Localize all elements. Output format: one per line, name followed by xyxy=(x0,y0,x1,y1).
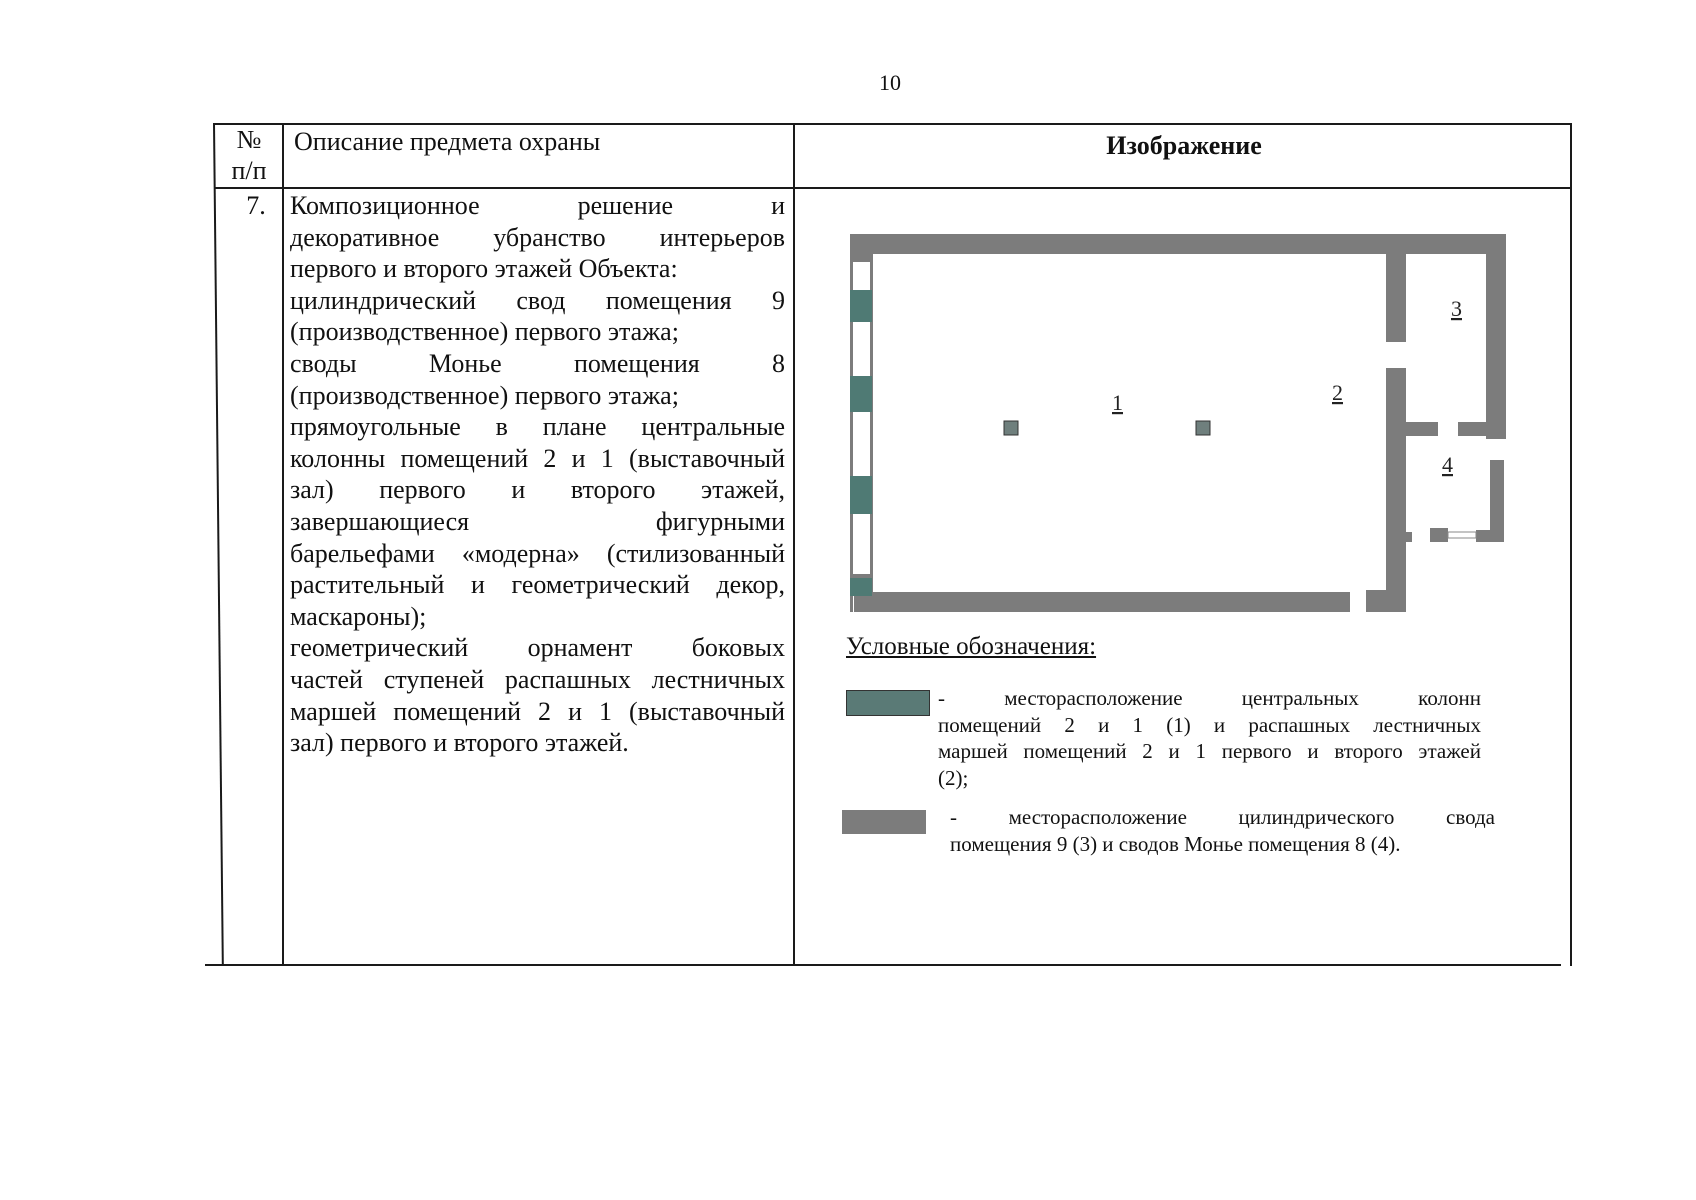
header-number-abbr: п/п xyxy=(231,156,267,185)
central-column xyxy=(1004,421,1018,435)
room-label-1: 1 xyxy=(1112,390,1123,415)
wall-bottom xyxy=(854,592,1350,612)
central-column xyxy=(1196,421,1210,435)
header-number-symbol: № xyxy=(236,125,262,154)
header-image: Изображение xyxy=(1106,131,1262,160)
legend-item-columns xyxy=(938,685,1481,791)
description-line: растительный и геометрический декор, xyxy=(290,570,785,600)
wall-partition-upper xyxy=(1386,252,1406,342)
wall-room4-right xyxy=(1490,460,1504,542)
wall-room3-bottom-left xyxy=(1404,422,1438,436)
legend-swatch-vaults xyxy=(842,810,926,834)
column-marker xyxy=(850,290,872,322)
room-label-3: 3 xyxy=(1451,296,1462,321)
room-label-4: 4 xyxy=(1442,452,1453,477)
wall-room3-bottom-right xyxy=(1458,422,1506,436)
legend-line: - месторасположение центральных колонн xyxy=(938,686,1481,710)
legend-line: маршей помещений 2 и 1 первого и второго этажей xyxy=(938,739,1481,763)
description-line: первого и второго этажей Объекта: xyxy=(290,254,678,284)
description-line: (производственное) первого этажа; xyxy=(290,380,679,410)
column-marker xyxy=(850,476,872,514)
wall-room4-bottom-left xyxy=(1430,528,1448,542)
legend-swatch-columns xyxy=(846,690,930,716)
table-top-border xyxy=(214,123,1572,125)
wall-top xyxy=(854,234,1506,254)
legend-title: Условные обозначения: xyxy=(846,633,1097,660)
wall-right-room3 xyxy=(1486,234,1506,439)
header-number xyxy=(217,124,281,186)
header-description: Описание предмета охраны xyxy=(294,127,601,156)
table-header-divider xyxy=(214,187,1572,189)
description-line: геометрический орнамент боковых xyxy=(290,633,785,663)
description-line: зал) первого и второго этажей, xyxy=(290,475,785,505)
description-line: декоративное убранство интерьеров xyxy=(290,222,785,252)
row-number: 7. xyxy=(246,191,266,220)
room-label-2: 2 xyxy=(1332,380,1343,405)
description-line: колонны помещений 2 и 1 (выставочный xyxy=(290,443,785,473)
description-line: частей ступеней распашных лестничных xyxy=(290,664,785,694)
wall-bottom-right xyxy=(1366,590,1406,612)
description-line: цилиндрический свод помещения 9 xyxy=(290,285,785,315)
legend-line: помещения 9 (3) и сводов Монье помещения 8 (4). xyxy=(950,831,1401,856)
description-line: завершающиеся фигурными xyxy=(290,506,785,536)
description-line: прямоугольные в плане центральные xyxy=(290,412,785,442)
column-markers xyxy=(850,234,872,596)
column-marker xyxy=(850,578,872,596)
table-right-border xyxy=(1570,123,1572,966)
legend-line: - месторасположение цилиндрического свода xyxy=(950,805,1495,829)
description-line: маршей помещений 2 и 1 (выставочный xyxy=(290,696,785,726)
row-description xyxy=(290,190,785,759)
description-line: своды Монье помещения 8 xyxy=(290,348,785,378)
wall-partition-lower xyxy=(1386,368,1406,608)
wall-room4-bottom-right xyxy=(1476,530,1504,542)
column-marker xyxy=(850,234,872,262)
description-line: барельефами «модерна» (стилизованный xyxy=(290,538,785,568)
table-col-divider-2 xyxy=(793,123,795,966)
legend-item-vaults xyxy=(950,804,1495,857)
column-marker xyxy=(850,376,872,412)
description-line: (производственное) первого этажа; xyxy=(290,317,679,347)
description-line: маскароны); xyxy=(290,601,427,631)
table-bottom-border xyxy=(205,964,1561,966)
room4-opening xyxy=(1448,532,1476,538)
plan-walls xyxy=(850,234,1506,612)
description-line: зал) первого и второго этажей. xyxy=(290,728,629,758)
table-col-divider-1 xyxy=(282,123,284,966)
page-number: 10 xyxy=(879,70,901,95)
legend-line: помещений 2 и 1 (1) и распашных лестничных xyxy=(938,712,1481,737)
legend-line: (2); xyxy=(938,765,969,790)
table-left-border xyxy=(213,123,224,966)
floor-plan xyxy=(850,234,1510,614)
wall-jog xyxy=(1404,532,1412,542)
description-line: Композиционное решение и xyxy=(290,191,785,220)
